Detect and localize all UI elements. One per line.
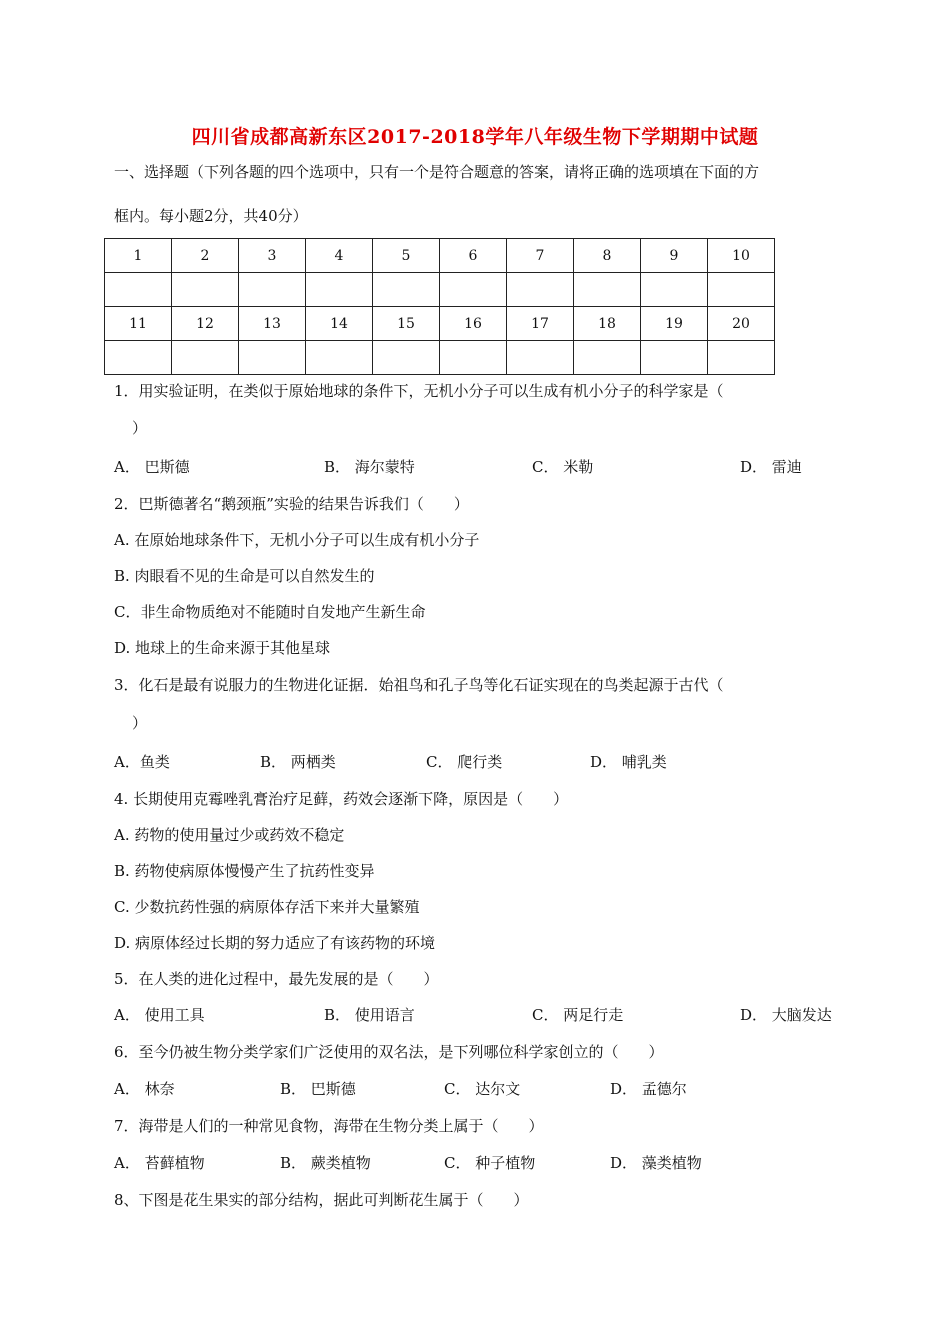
question-5-option-a[interactable]: A． 使用工具 [114,1006,205,1024]
question-4-option-c[interactable]: C. 少数抗药性强的病原体存活下来并大量繁殖 [114,898,420,916]
question-4-stem: 4. 长期使用克霉唑乳膏治疗足藓，药效会逐渐下降，原因是（ ） [114,790,569,808]
table-row-answers [105,341,775,375]
answer-cell[interactable] [373,341,440,375]
question-2-option-b[interactable]: B. 肉眼看不见的生命是可以自然发生的 [114,567,375,585]
answer-cell[interactable] [105,273,172,307]
table-cell: 20 [708,307,775,341]
answer-cell[interactable] [708,273,775,307]
question-7-option-b[interactable]: B． 蕨类植物 [280,1154,371,1172]
question-5-option-d[interactable]: D． 大脑发达 [740,1006,832,1024]
table-cell: 11 [105,307,172,341]
question-4-option-d[interactable]: D. 病原体经过长期的努力适应了有该药物的环境 [114,934,436,952]
question-6-option-d[interactable]: D． 孟德尔 [610,1080,687,1098]
question-2-stem: 2．巴斯德著名“鹅颈瓶”实验的结果告诉我们（ ） [114,495,469,513]
question-1-option-b[interactable]: B． 海尔蒙特 [324,458,415,476]
question-3-stem: 3．化石是最有说服力的生物进化证据．始祖鸟和孔子鸟等化石证实现在的鸟类起源于古代（ [114,676,724,694]
question-7-option-a[interactable]: A． 苔藓植物 [114,1154,205,1172]
table-row-answers [105,273,775,307]
table-cell: 6 [440,239,507,273]
question-1-option-a[interactable]: A． 巴斯德 [114,458,190,476]
table-cell: 10 [708,239,775,273]
question-7-option-c[interactable]: C． 种子植物 [444,1154,536,1172]
question-4-option-a[interactable]: A. 药物的使用量过少或药效不稳定 [114,826,345,844]
table-cell: 12 [172,307,239,341]
table-cell: 17 [507,307,574,341]
question-7-option-d[interactable]: D． 藻类植物 [610,1154,702,1172]
answer-table [104,238,775,375]
answer-cell[interactable] [172,273,239,307]
question-3-stem-cont: ） [132,714,148,732]
question-5-option-b[interactable]: B． 使用语言 [324,1006,415,1024]
answer-cell[interactable] [641,273,708,307]
question-3-option-a[interactable]: A．鱼类 [114,753,170,771]
answer-cell[interactable] [440,341,507,375]
table-cell: 3 [239,239,306,273]
answer-cell[interactable] [507,341,574,375]
question-3-option-b[interactable]: B． 两栖类 [260,753,336,771]
question-1-option-c[interactable]: C． 米勒 [532,458,594,476]
table-cell: 5 [373,239,440,273]
table-cell: 4 [306,239,373,273]
question-1-stem: 1．用实验证明，在类似于原始地球的条件下，无机小分子可以生成有机小分子的科学家是（ [114,382,724,400]
question-6-option-c[interactable]: C． 达尔文 [444,1080,521,1098]
table-row [105,239,775,273]
table-cell: 1 [105,239,172,273]
table-cell: 7 [507,239,574,273]
question-5-option-c[interactable]: C． 两足行走 [532,1006,624,1024]
answer-cell[interactable] [440,273,507,307]
question-2-option-d[interactable]: D. 地球上的生命来源于其他星球 [114,639,331,657]
answer-cell[interactable] [708,341,775,375]
page-title: 四川省成都高新东区2017-2018学年八年级生物下学期期中试题 [191,126,759,148]
question-1-stem-cont: ） [132,419,148,437]
question-3-option-d[interactable]: D． 哺乳类 [590,753,667,771]
table-cell: 13 [239,307,306,341]
section-intro-line2: 框内。每小题2分，共40分） [114,207,308,225]
question-7-stem: 7．海带是人们的一种常见食物，海带在生物分类上属于（ ） [114,1117,544,1135]
table-cell: 8 [574,239,641,273]
question-8-stem: 8、下图是花生果实的部分结构，据此可判断花生属于（ ） [114,1191,529,1209]
question-2-option-c[interactable]: C．非生命物质绝对不能随时自发地产生新生命 [114,603,426,621]
question-6-option-a[interactable]: A． 林奈 [114,1080,175,1098]
table-row [105,307,775,341]
answer-cell[interactable] [239,341,306,375]
table-cell: 18 [574,307,641,341]
answer-cell[interactable] [239,273,306,307]
question-2-option-a[interactable]: A. 在原始地球条件下，无机小分子可以生成有机小分子 [114,531,480,549]
table-cell: 14 [306,307,373,341]
answer-cell[interactable] [105,341,172,375]
question-4-option-b[interactable]: B. 药物使病原体慢慢产生了抗药性变异 [114,862,375,880]
question-3-option-c[interactable]: C． 爬行类 [426,753,503,771]
table-cell: 2 [172,239,239,273]
question-1-option-d[interactable]: D． 雷迪 [740,458,802,476]
answer-cell[interactable] [306,273,373,307]
table-cell: 19 [641,307,708,341]
answer-cell[interactable] [574,273,641,307]
section-intro-line1: 一、选择题（下列各题的四个选项中，只有一个是符合题意的答案，请将正确的选项填在下面的方 [114,163,760,181]
question-6-option-b[interactable]: B． 巴斯德 [280,1080,356,1098]
answer-cell[interactable] [172,341,239,375]
question-6-stem: 6．至今仍被生物分类学家们广泛使用的双名法，是下列哪位科学家创立的（ ） [114,1043,664,1061]
table-cell: 9 [641,239,708,273]
question-5-stem: 5．在人类的进化过程中，最先发展的是（ ） [114,970,439,988]
answer-cell[interactable] [306,341,373,375]
table-cell: 15 [373,307,440,341]
answer-cell[interactable] [574,341,641,375]
answer-cell[interactable] [507,273,574,307]
answer-cell[interactable] [373,273,440,307]
answer-cell[interactable] [641,341,708,375]
table-cell: 16 [440,307,507,341]
